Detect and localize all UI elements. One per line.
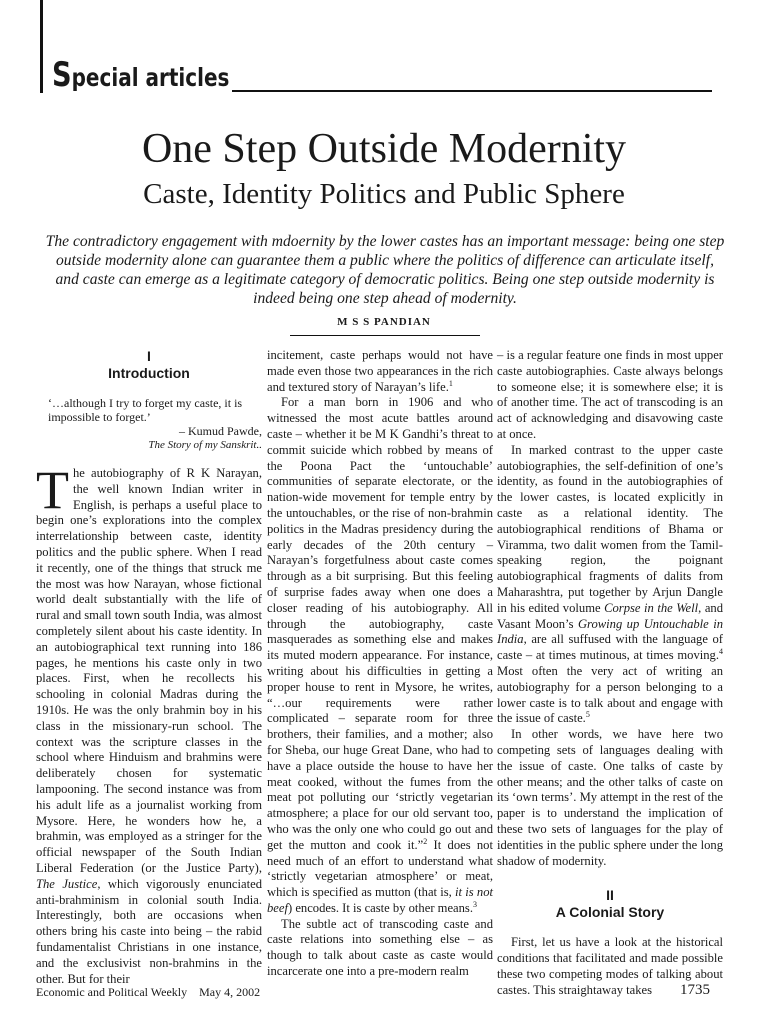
paragraph: [497, 727, 723, 869]
section-number: I: [147, 348, 151, 364]
paragraph: [497, 348, 723, 443]
section-title: A Colonial Story: [555, 904, 665, 921]
emphasis: it is not beef: [267, 885, 493, 915]
drop-cap: T: [36, 460, 69, 520]
text-run: Most often the very act of writing an autobiography for a person belonging to a lower caste is to talk about and engage with the issue of caste.: [497, 663, 723, 726]
text-run: – is a regular feature one finds in most upper caste autobiographies. Caste always belongs to someone else; it is somewhere else; it is of another time. The act of transcoding is an act of acknowledging and disavowing caste at once.: [497, 348, 723, 441]
paragraph: [36, 460, 262, 987]
text-run: , which vigorously enunciated anti-brahminism in colonial south India. Interestingly, both are occasions when others bring his caste into being – the rabid fundamentalist Christians in one instance, and the exclusivist non-brahmins in the other. But for their: [36, 876, 262, 986]
article-title: One Step Outside Modernity: [141, 126, 627, 172]
column-1: [36, 348, 262, 987]
paragraph: [267, 917, 493, 980]
text-run: he autobiography of R K Narayan, the well known Indian writer in English, is perhaps a useful place to begin one’s explorations into the complex interrelationship between caste, identity politics and the public sphere. When I read it recently, one of the things that struck me the most was how Narayan, whose fictional world dealt substantially with the life of rural and small town south India, was almost completely silent about his caste identity. In an autobiographical text running into 186 pages, he mentions his caste only in two places. First, when he recollects his schooling in colonial Madras during the 1910s. He was the only brahmin boy in his class in the missionary-run school. The context was the scripture classes in the school where Hinduism and brahmins were deliberately chosen for systematic lampooning. The second instance was from his adult life as a journalist working from Mysore. Here, he wonders how he, a brahmin, was employed as a stringer for the official newspaper of the South Indian Liberal Federation (or the Justice Party),: [36, 466, 262, 875]
epigraph-author: – Kumud Pawde,: [179, 424, 262, 438]
text-run: The subtle act of transcoding caste and caste relations into something else – as though to talk about caste as caste would incarcerate one into a pre-modern realm: [267, 916, 493, 979]
section-number: II: [606, 887, 614, 904]
epigraph-source: The Story of my Sanskrit..: [148, 439, 262, 451]
column-3: [497, 348, 723, 998]
epigraph-quote: ‘…although I try to forget my caste, it is impossible to forget.’: [48, 396, 243, 424]
footer-journal: [36, 985, 260, 1000]
column-2: [267, 348, 493, 980]
byline-rule: [290, 335, 480, 336]
section-kicker: [52, 55, 230, 95]
emphasis: Growing up Untouchable in India: [497, 616, 723, 647]
section-kicker-rest: pecial articles: [71, 63, 230, 92]
journal-name: Economic and Political Weekly: [36, 985, 188, 999]
footnote-ref: 2: [423, 836, 428, 846]
text-run: , and Vasant Moon’s: [497, 600, 724, 631]
text-run: First, let us have a look at the historical conditions that facilitated and made possible these two competing modes of talking about castes. This straightaway takes: [497, 935, 723, 997]
page-number: 1735: [680, 982, 710, 998]
article-abstract: The contradictory engagement with mdoernity by the lower castes has an important message: being one step outside modernity alone can guarantee them a public where the politics of difference can articulate itself, and caste can emerge as a legitimate category of democratic politics. Being one step outside modernity is indeed being one step ahead of modernity.: [45, 233, 725, 307]
left-margin-bar: [40, 0, 43, 93]
epigraph: [48, 396, 262, 452]
text-run: In other words, we have here two competing sets of languages dealing with the issue of caste. One talks of caste by other means; and the other talks of caste on its ‘own terms’. My attempt in the rest of the paper is to understand the implication of these two sets of languages for the play of identities in the public sphere under the long shadow of modernity.: [497, 727, 723, 868]
text-run: ) encodes. It is caste by other means.: [287, 900, 473, 915]
section-rule: [232, 90, 712, 92]
footnote-ref: 4: [719, 646, 723, 656]
emphasis: The Justice: [36, 876, 98, 891]
footnote-ref: 5: [585, 710, 590, 720]
emphasis: Corpse in the Well: [604, 600, 699, 615]
text-run: , are all suffused with the language of caste – at times mutinous, at times moving.: [497, 632, 723, 663]
section-title: Introduction: [108, 365, 190, 381]
paragraph: [267, 395, 493, 916]
footnote-ref: 1: [448, 378, 453, 388]
article-subtitle: Caste, Identity Politics and Public Sphere: [143, 178, 625, 210]
paragraph: [267, 348, 493, 395]
byline: M S S PANDIAN: [337, 316, 431, 328]
text-run: In marked contrast to the upper caste autobiographies, the self-definition of one’s identity, as found in the autobiographies of the lower castes, is located explicitly in caste as a relational identity. The autobiographical renditions of Bhama or Viramma, two dalit women from the Tamil-speaking region, the poignant autobiographical fragments of dalits from Maharashtra, put together by Arjun Dangle in his edited volume: [497, 442, 723, 615]
text-run: It does not need much of an effort to understand what ‘strictly vegetarian atmosphere’ or meat, which is specified as mutton (that is,: [267, 837, 493, 900]
text-run: For a man born in 1906 and who witnessed the most acute battles around caste – whether it be M K Gandhi’s threat to commit suicide which robbed by means of the Poona Pact the ‘untouchable’ communities of separate electorate, or the nation-wide movement for temple entry by the untouchables, or the rise of non-brahmin politics in the Madras presidency during the early decades of the 20th century – Narayan’s forgetfulness about caste comes through as a bit surprising. But this feeling of surprise fades away when one does a closer reading of his autobiography. All through the autobiography, caste masquerades as something else and makes its muted modern appearance. For instance, writing about his difficulties in getting a proper house to rent in Mysore, he writes, “…our requirements were rather complicated – separate room for three brothers, their families, and a mother; also for Sheba, our huge Great Dane, who had to have a place outside the house to have her meat cooked, without the fumes from the meat pot polluting our ‘strictly vegetarian atmosphere; a place for our old servant too, who was the only one who could go out and get the mutton and cook it.”: [267, 395, 493, 852]
text-run: incitement, caste perhaps would not have made even those two appearances in the rich and textured story of Narayan’s life.: [267, 348, 493, 394]
section-kicker-cap: S: [52, 55, 72, 95]
paragraph: [497, 443, 723, 727]
footnote-ref: 3: [472, 899, 477, 909]
issue-date: May 4, 2002: [199, 985, 261, 999]
